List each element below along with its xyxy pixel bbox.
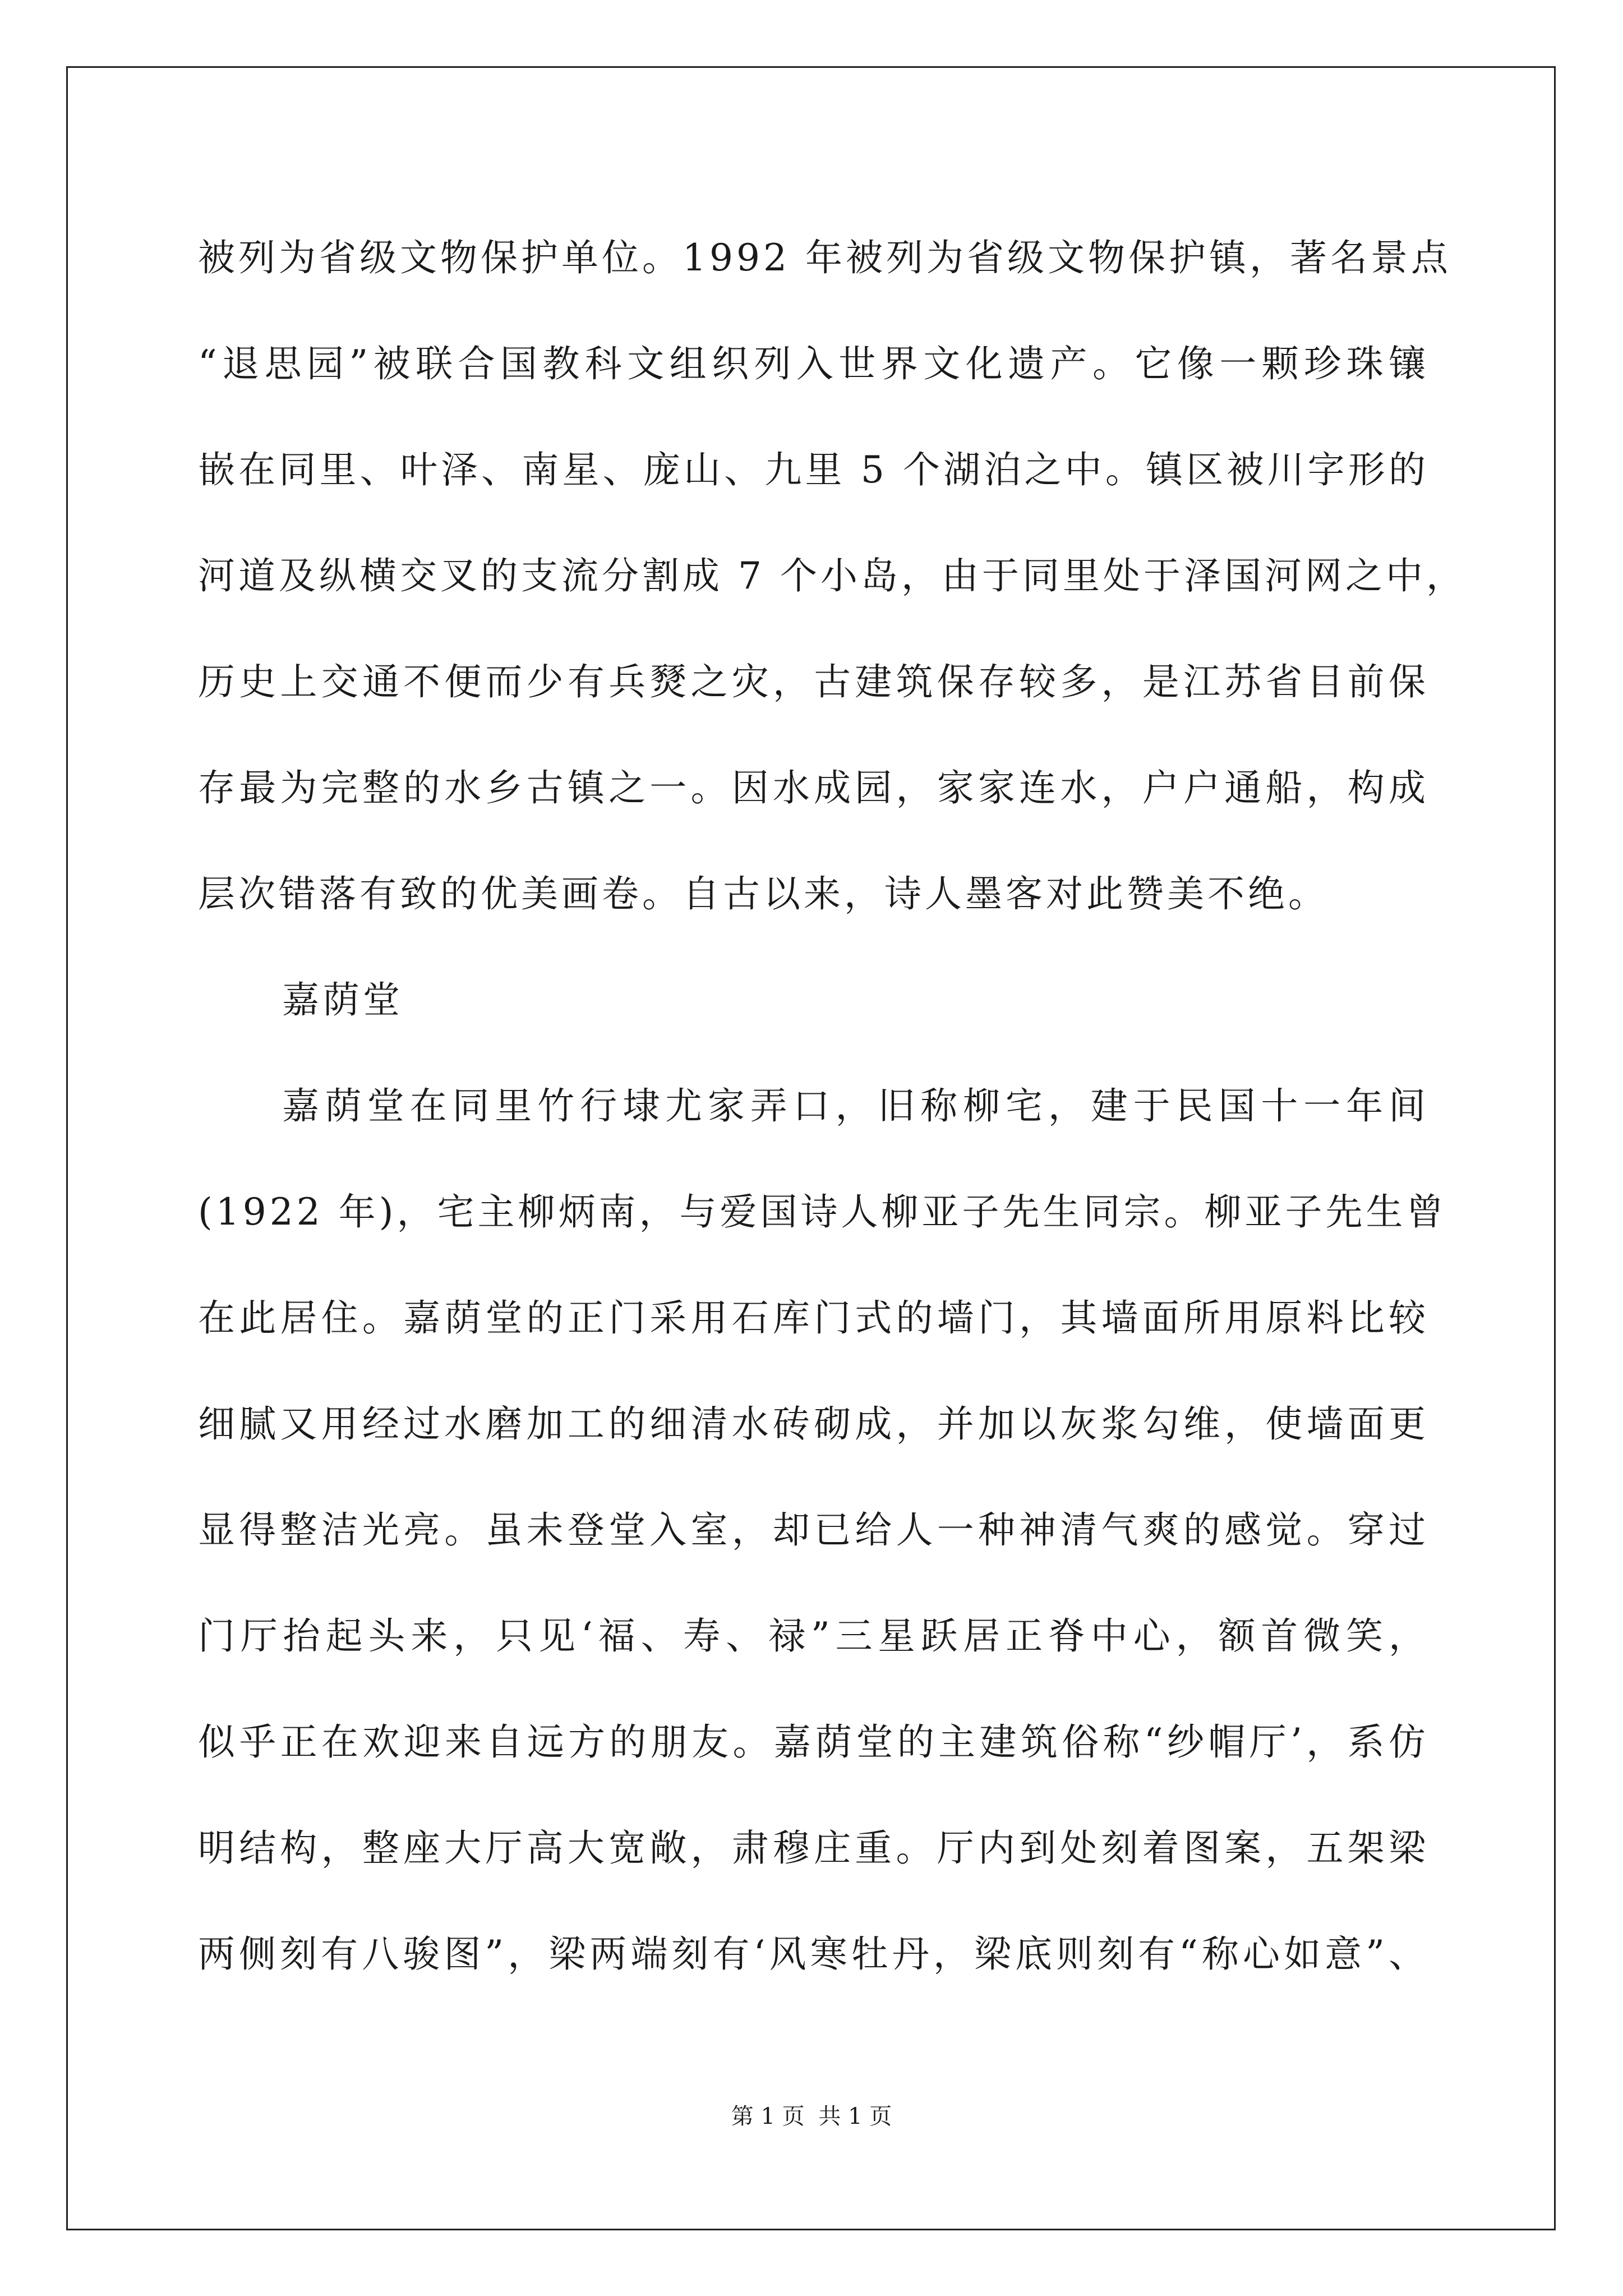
text-line: 似乎正在欢迎来自远方的朋友。嘉荫堂的主建筑俗称“纱帽厅’，系仿 bbox=[198, 1720, 1429, 1764]
text-line: (1922 年)，宅主柳炳南，与爱国诗人柳亚子先生同宗。柳亚子先生曾 bbox=[198, 1190, 1447, 1234]
text-line: 细腻又用经过水磨加工的细清水砖砌成，并加以灰浆勾维，使墙面更 bbox=[198, 1402, 1429, 1446]
page-total: 共 1 页 bbox=[818, 2104, 892, 2129]
text-line: 嵌在同里、叶泽、南星、庞山、九里 5 个湖泊之中。镇区被川字形的 bbox=[198, 448, 1429, 491]
text-line: 河道及纵横交叉的支流分割成 7 个小岛，由于同里处于泽国河网之中， bbox=[198, 554, 1467, 597]
text-line: 层次错落有致的优美画卷。自古以来，诗人墨客对此赞美不绝。 bbox=[198, 872, 1329, 915]
text-line: 被列为省级文物保护单位。1992 年被列为省级文物保护镇，著名景点 bbox=[198, 236, 1451, 279]
text-line: 明结构，整座大厅高大宽敞，肃穆庄重。厅内到处刻着图案，五架梁 bbox=[198, 1826, 1429, 1870]
page-footer bbox=[0, 2102, 1623, 2131]
text-line: “退思园”被联合国教科文组织列入世界文化遗产。它像一颗珍珠镶 bbox=[198, 342, 1429, 385]
text-line: 历史上交通不便而少有兵燹之灾，古建筑保存较多，是江苏省目前保 bbox=[198, 660, 1429, 703]
text-line: 两侧刻有八骏图”，梁两端刻有‘风寒牡丹，梁底则刻有“称心如意”、 bbox=[198, 1932, 1429, 1976]
section-heading: 嘉荫堂 bbox=[282, 978, 403, 1022]
document-body bbox=[198, 205, 1467, 2007]
text-line: 存最为完整的水乡古镇之一。因水成园，家家连水，户户通船，构成 bbox=[198, 766, 1429, 809]
page-number: 第 1 页 bbox=[731, 2104, 805, 2129]
text-line: 显得整洁光亮。虽未登堂入室，却已给人一种神清气爽的感觉。穿过 bbox=[198, 1508, 1429, 1552]
text-line: 在此居住。嘉荫堂的正门采用石库门式的墙门，其墙面所用原料比较 bbox=[198, 1296, 1429, 1340]
text-line: 门厅抬起头来，只见‘福、寿、禄”三星跃居正脊中心，额首微笑， bbox=[198, 1614, 1429, 1658]
text-line: 嘉荫堂在同里竹行埭尤家弄口，旧称柳宅，建于民国十一年间 bbox=[282, 1084, 1429, 1128]
